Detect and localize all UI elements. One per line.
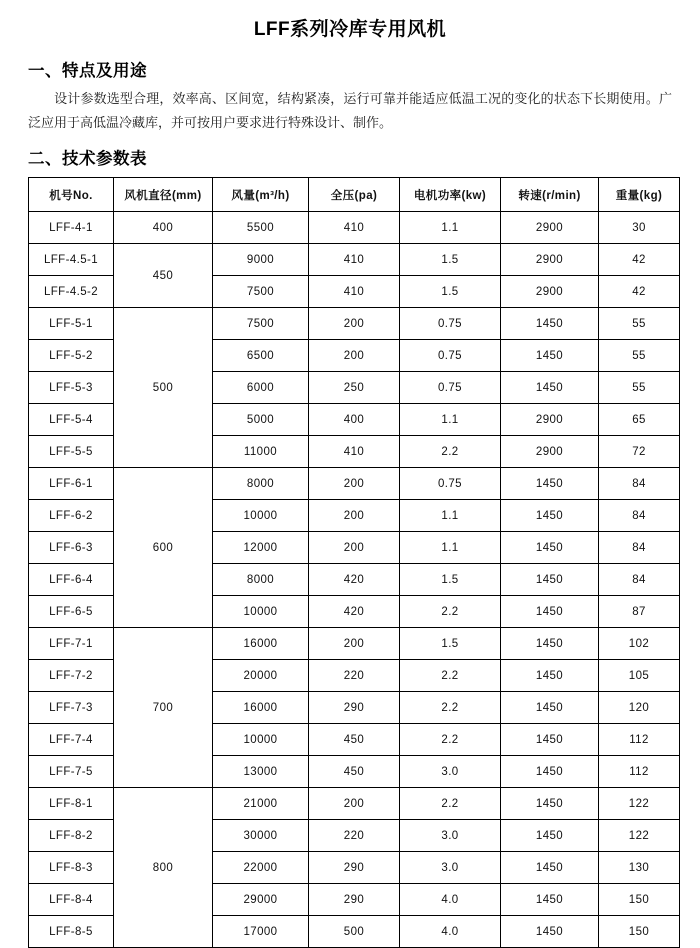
cell-airflow: 30000	[213, 820, 309, 852]
cell-power: 0.75	[400, 340, 501, 372]
cell-speed: 1450	[501, 564, 599, 596]
column-header-airflow: 风量(m³/h)	[213, 178, 309, 212]
cell-power: 1.5	[400, 276, 501, 308]
cell-weight: 87	[599, 596, 680, 628]
spec-table-head	[29, 178, 680, 212]
cell-speed: 1450	[501, 308, 599, 340]
cell-pressure: 410	[309, 276, 400, 308]
cell-power: 1.1	[400, 500, 501, 532]
cell-speed: 2900	[501, 212, 599, 244]
cell-speed: 1450	[501, 788, 599, 820]
cell-pressure: 200	[309, 340, 400, 372]
cell-weight: 55	[599, 372, 680, 404]
cell-model: LFF-7-5	[29, 756, 114, 788]
cell-diameter: 500	[114, 308, 213, 468]
cell-model: LFF-8-4	[29, 884, 114, 916]
cell-pressure: 200	[309, 628, 400, 660]
cell-pressure: 200	[309, 468, 400, 500]
cell-airflow: 10000	[213, 724, 309, 756]
column-header-speed: 转速(r/min)	[501, 178, 599, 212]
cell-power: 2.2	[400, 436, 501, 468]
cell-model: LFF-7-3	[29, 692, 114, 724]
cell-airflow: 6500	[213, 340, 309, 372]
cell-speed: 2900	[501, 276, 599, 308]
cell-power: 3.0	[400, 820, 501, 852]
cell-weight: 120	[599, 692, 680, 724]
cell-airflow: 16000	[213, 692, 309, 724]
cell-pressure: 500	[309, 916, 400, 948]
cell-airflow: 7500	[213, 276, 309, 308]
cell-power: 2.2	[400, 596, 501, 628]
cell-weight: 112	[599, 724, 680, 756]
cell-diameter: 700	[114, 628, 213, 788]
page-title: LFF系列冷库专用风机	[253, 19, 447, 40]
cell-pressure: 290	[309, 884, 400, 916]
cell-speed: 1450	[501, 884, 599, 916]
cell-diameter: 400	[114, 212, 213, 244]
cell-power: 2.2	[400, 788, 501, 820]
cell-power: 4.0	[400, 916, 501, 948]
table-header-row	[29, 178, 680, 212]
cell-weight: 42	[599, 244, 680, 276]
cell-airflow: 11000	[213, 436, 309, 468]
paragraph-text: 设计参数选型合理，效率高、区间宽，结构紧凑，运行可靠并能适应低温工况的变化的状态下长期使用。广泛应用于高低温冷藏库，并可按用户要求进行特殊设计、制作。	[28, 91, 672, 131]
cell-power: 1.1	[400, 404, 501, 436]
cell-speed: 1450	[501, 756, 599, 788]
cell-airflow: 7500	[213, 308, 309, 340]
cell-pressure: 220	[309, 660, 400, 692]
cell-airflow: 8000	[213, 468, 309, 500]
cell-model: LFF-6-3	[29, 532, 114, 564]
table-row	[29, 468, 680, 500]
cell-pressure: 200	[309, 500, 400, 532]
cell-power: 1.5	[400, 244, 501, 276]
section-heading-specs: 二、技术参数表	[28, 150, 147, 169]
cell-weight: 55	[599, 340, 680, 372]
cell-speed: 1450	[501, 820, 599, 852]
cell-weight: 122	[599, 820, 680, 852]
cell-airflow: 17000	[213, 916, 309, 948]
cell-pressure: 410	[309, 436, 400, 468]
cell-airflow: 9000	[213, 244, 309, 276]
cell-airflow: 10000	[213, 500, 309, 532]
cell-model: LFF-5-5	[29, 436, 114, 468]
cell-pressure: 200	[309, 532, 400, 564]
cell-weight: 84	[599, 532, 680, 564]
cell-power: 3.0	[400, 756, 501, 788]
table-row	[29, 212, 680, 244]
cell-model: LFF-8-2	[29, 820, 114, 852]
cell-model: LFF-4.5-2	[29, 276, 114, 308]
cell-model: LFF-8-3	[29, 852, 114, 884]
column-header-diameter: 风机直径(mm)	[114, 178, 213, 212]
cell-weight: 112	[599, 756, 680, 788]
column-header-model: 机号No.	[29, 178, 114, 212]
cell-pressure: 420	[309, 564, 400, 596]
cell-speed: 1450	[501, 340, 599, 372]
cell-weight: 150	[599, 916, 680, 948]
column-header-pressure: 全压(pa)	[309, 178, 400, 212]
cell-speed: 1450	[501, 532, 599, 564]
cell-airflow: 29000	[213, 884, 309, 916]
cell-speed: 1450	[501, 852, 599, 884]
cell-power: 1.1	[400, 532, 501, 564]
cell-model: LFF-6-4	[29, 564, 114, 596]
cell-weight: 55	[599, 308, 680, 340]
cell-speed: 2900	[501, 244, 599, 276]
cell-airflow: 20000	[213, 660, 309, 692]
cell-airflow: 10000	[213, 596, 309, 628]
table-row	[29, 244, 680, 276]
cell-power: 4.0	[400, 884, 501, 916]
cell-speed: 1450	[501, 372, 599, 404]
cell-power: 1.5	[400, 564, 501, 596]
cell-speed: 1450	[501, 692, 599, 724]
cell-model: LFF-5-2	[29, 340, 114, 372]
cell-airflow: 13000	[213, 756, 309, 788]
spec-table	[28, 177, 680, 948]
cell-model: LFF-5-3	[29, 372, 114, 404]
cell-power: 0.75	[400, 372, 501, 404]
cell-pressure: 290	[309, 852, 400, 884]
cell-pressure: 250	[309, 372, 400, 404]
cell-airflow: 8000	[213, 564, 309, 596]
cell-weight: 84	[599, 500, 680, 532]
cell-power: 1.5	[400, 628, 501, 660]
cell-diameter: 450	[114, 244, 213, 308]
table-row	[29, 788, 680, 820]
cell-model: LFF-5-4	[29, 404, 114, 436]
cell-model: LFF-5-1	[29, 308, 114, 340]
cell-speed: 2900	[501, 436, 599, 468]
cell-weight: 122	[599, 788, 680, 820]
cell-speed: 1450	[501, 500, 599, 532]
cell-speed: 1450	[501, 468, 599, 500]
table-row	[29, 628, 680, 660]
cell-weight: 30	[599, 212, 680, 244]
cell-speed: 1450	[501, 660, 599, 692]
cell-model: LFF-6-1	[29, 468, 114, 500]
cell-model: LFF-6-5	[29, 596, 114, 628]
cell-weight: 130	[599, 852, 680, 884]
cell-pressure: 200	[309, 788, 400, 820]
cell-airflow: 6000	[213, 372, 309, 404]
cell-model: LFF-8-5	[29, 916, 114, 948]
cell-model: LFF-7-2	[29, 660, 114, 692]
section-heading-features: 一、特点及用途	[28, 62, 147, 80]
cell-airflow: 21000	[213, 788, 309, 820]
spec-table-wrapper	[28, 177, 672, 948]
cell-model: LFF-4-1	[29, 212, 114, 244]
cell-pressure: 290	[309, 692, 400, 724]
column-header-weight: 重量(kg)	[599, 178, 680, 212]
cell-weight: 65	[599, 404, 680, 436]
cell-power: 1.1	[400, 212, 501, 244]
cell-pressure: 410	[309, 244, 400, 276]
cell-weight: 84	[599, 468, 680, 500]
cell-weight: 42	[599, 276, 680, 308]
cell-power: 0.75	[400, 308, 501, 340]
cell-speed: 1450	[501, 724, 599, 756]
cell-model: LFF-6-2	[29, 500, 114, 532]
cell-pressure: 450	[309, 724, 400, 756]
cell-model: LFF-7-4	[29, 724, 114, 756]
cell-pressure: 410	[309, 212, 400, 244]
section-paragraph-features	[28, 87, 672, 135]
cell-airflow: 5000	[213, 404, 309, 436]
cell-power: 2.2	[400, 660, 501, 692]
column-header-power: 电机功率(kw)	[400, 178, 501, 212]
cell-weight: 105	[599, 660, 680, 692]
cell-speed: 2900	[501, 404, 599, 436]
cell-power: 2.2	[400, 692, 501, 724]
cell-airflow: 22000	[213, 852, 309, 884]
spec-table-body	[29, 212, 680, 948]
cell-airflow: 5500	[213, 212, 309, 244]
cell-airflow: 12000	[213, 532, 309, 564]
cell-pressure: 200	[309, 308, 400, 340]
cell-speed: 1450	[501, 916, 599, 948]
cell-model: LFF-8-1	[29, 788, 114, 820]
cell-pressure: 450	[309, 756, 400, 788]
cell-weight: 102	[599, 628, 680, 660]
cell-model: LFF-7-1	[29, 628, 114, 660]
cell-diameter: 600	[114, 468, 213, 628]
cell-power: 0.75	[400, 468, 501, 500]
cell-power: 2.2	[400, 724, 501, 756]
cell-pressure: 420	[309, 596, 400, 628]
cell-model: LFF-4.5-1	[29, 244, 114, 276]
cell-weight: 72	[599, 436, 680, 468]
cell-airflow: 16000	[213, 628, 309, 660]
cell-power: 3.0	[400, 852, 501, 884]
table-row	[29, 308, 680, 340]
cell-pressure: 220	[309, 820, 400, 852]
cell-diameter: 800	[114, 788, 213, 948]
cell-weight: 150	[599, 884, 680, 916]
cell-speed: 1450	[501, 628, 599, 660]
cell-speed: 1450	[501, 596, 599, 628]
cell-weight: 84	[599, 564, 680, 596]
cell-pressure: 400	[309, 404, 400, 436]
